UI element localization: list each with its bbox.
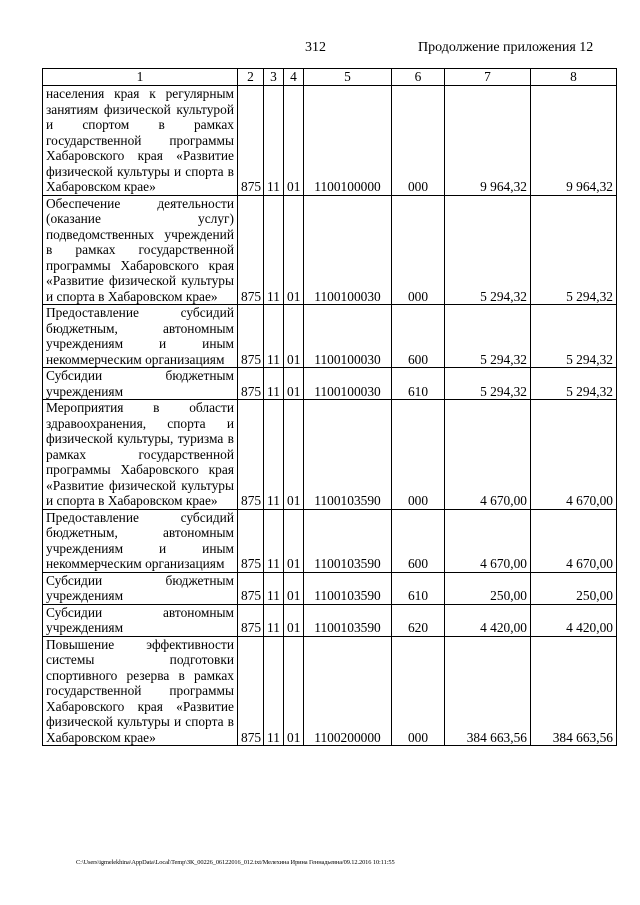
column-header-2: 2 — [238, 69, 264, 86]
row-description: Предоставление субсидий бюджетным, автономным учреждениям и иным некоммерческим организациям — [43, 305, 238, 368]
row-cell-c7: 5 294,32 — [445, 305, 531, 368]
row-description: населения края к регулярным занятиям физической культурой и спортом в рамках государственной программы Хабаровского края «Развитие физической культуры и спорта в Хабаровском крае» — [43, 86, 238, 196]
row-cell-c6: 610 — [392, 368, 445, 400]
row-cell-c5: 1100103590 — [304, 509, 392, 572]
row-cell-c4: 01 — [284, 636, 304, 746]
table-row — [43, 509, 617, 572]
column-header-1: 1 — [43, 69, 238, 86]
row-cell-c7: 5 294,32 — [445, 368, 531, 400]
row-cell-c5: 1100100030 — [304, 368, 392, 400]
row-cell-c8: 5 294,32 — [531, 305, 617, 368]
row-cell-c2: 875 — [238, 604, 264, 636]
row-cell-c6: 000 — [392, 195, 445, 305]
row-cell-c4: 01 — [284, 368, 304, 400]
column-number-row — [43, 69, 617, 86]
table-body — [43, 86, 617, 746]
file-path-footer: C:\Users\igmelekhina\AppData\Local\Temp\ЗК_00226_06122016_012.txt/Мелехина Ирина Геннадьевна/09.12.2016 10:11:55 — [76, 859, 395, 866]
row-description: Субсидии бюджетным учреждениям — [43, 572, 238, 604]
row-cell-c2: 875 — [238, 305, 264, 368]
column-header-4: 4 — [284, 69, 304, 86]
column-header-6: 6 — [392, 69, 445, 86]
row-cell-c6: 600 — [392, 509, 445, 572]
row-cell-c5: 1100103590 — [304, 572, 392, 604]
row-cell-c3: 11 — [264, 400, 284, 510]
row-cell-c8: 9 964,32 — [531, 86, 617, 196]
row-cell-c7: 9 964,32 — [445, 86, 531, 196]
table-row — [43, 400, 617, 510]
table-row — [43, 368, 617, 400]
row-cell-c7: 5 294,32 — [445, 195, 531, 305]
row-cell-c4: 01 — [284, 86, 304, 196]
row-cell-c4: 01 — [284, 400, 304, 510]
row-cell-c6: 000 — [392, 636, 445, 746]
table-row — [43, 195, 617, 305]
row-cell-c3: 11 — [264, 86, 284, 196]
row-cell-c6: 000 — [392, 86, 445, 196]
row-cell-c2: 875 — [238, 400, 264, 510]
row-cell-c5: 1100100000 — [304, 86, 392, 196]
row-cell-c5: 1100200000 — [304, 636, 392, 746]
row-cell-c3: 11 — [264, 195, 284, 305]
column-header-8: 8 — [531, 69, 617, 86]
table-row — [43, 572, 617, 604]
column-header-5: 5 — [304, 69, 392, 86]
row-cell-c6: 600 — [392, 305, 445, 368]
row-cell-c3: 11 — [264, 305, 284, 368]
row-cell-c4: 01 — [284, 305, 304, 368]
row-cell-c6: 000 — [392, 400, 445, 510]
row-cell-c8: 4 670,00 — [531, 400, 617, 510]
table-row — [43, 305, 617, 368]
row-cell-c2: 875 — [238, 636, 264, 746]
row-cell-c8: 5 294,32 — [531, 368, 617, 400]
row-cell-c2: 875 — [238, 509, 264, 572]
row-cell-c2: 875 — [238, 572, 264, 604]
row-description: Обеспечение деятельности (оказание услуг) подведомственных учреждений в рамках государственной программы Хабаровского края «Развитие физической культуры и спорта в Хабаровском крае» — [43, 195, 238, 305]
row-cell-c5: 1100100030 — [304, 195, 392, 305]
row-cell-c7: 4 670,00 — [445, 400, 531, 510]
table-header — [43, 69, 617, 86]
row-cell-c2: 875 — [238, 86, 264, 196]
appendix-continuation-label: Продолжение приложения 12 — [418, 40, 594, 55]
row-cell-c8: 5 294,32 — [531, 195, 617, 305]
page-number: 312 — [305, 40, 326, 55]
row-cell-c3: 11 — [264, 636, 284, 746]
row-description: Субсидии бюджетным учреждениям — [43, 368, 238, 400]
row-cell-c5: 1100103590 — [304, 604, 392, 636]
table-row — [43, 636, 617, 746]
row-cell-c8: 250,00 — [531, 572, 617, 604]
row-cell-c7: 250,00 — [445, 572, 531, 604]
table-row — [43, 604, 617, 636]
row-cell-c7: 384 663,56 — [445, 636, 531, 746]
budget-table — [42, 68, 617, 746]
row-cell-c4: 01 — [284, 572, 304, 604]
row-cell-c4: 01 — [284, 509, 304, 572]
column-header-3: 3 — [264, 69, 284, 86]
row-cell-c3: 11 — [264, 572, 284, 604]
row-description: Повышение эффективности системы подготовки спортивного резерва в рамках государственной программы Хабаровского края «Развитие физической культуры и спорта в Хабаровском крае» — [43, 636, 238, 746]
row-cell-c8: 4 420,00 — [531, 604, 617, 636]
row-cell-c5: 1100100030 — [304, 305, 392, 368]
row-cell-c7: 4 420,00 — [445, 604, 531, 636]
row-cell-c7: 4 670,00 — [445, 509, 531, 572]
row-cell-c4: 01 — [284, 604, 304, 636]
row-description: Мероприятия в области здравоохранения, спорта и физической культуры, туризма в рамках государственной программы Хабаровского края «Развитие физической культуры и спорта в Хабаровском крае» — [43, 400, 238, 510]
row-cell-c8: 384 663,56 — [531, 636, 617, 746]
row-cell-c6: 620 — [392, 604, 445, 636]
row-cell-c2: 875 — [238, 195, 264, 305]
row-description: Предоставление субсидий бюджетным, автономным учреждениям и иным некоммерческим организациям — [43, 509, 238, 572]
row-cell-c3: 11 — [264, 509, 284, 572]
table-row — [43, 86, 617, 196]
row-cell-c5: 1100103590 — [304, 400, 392, 510]
row-cell-c8: 4 670,00 — [531, 509, 617, 572]
row-cell-c6: 610 — [392, 572, 445, 604]
row-cell-c2: 875 — [238, 368, 264, 400]
row-cell-c4: 01 — [284, 195, 304, 305]
row-description: Субсидии автономным учреждениям — [43, 604, 238, 636]
row-cell-c3: 11 — [264, 604, 284, 636]
column-header-7: 7 — [445, 69, 531, 86]
row-cell-c3: 11 — [264, 368, 284, 400]
